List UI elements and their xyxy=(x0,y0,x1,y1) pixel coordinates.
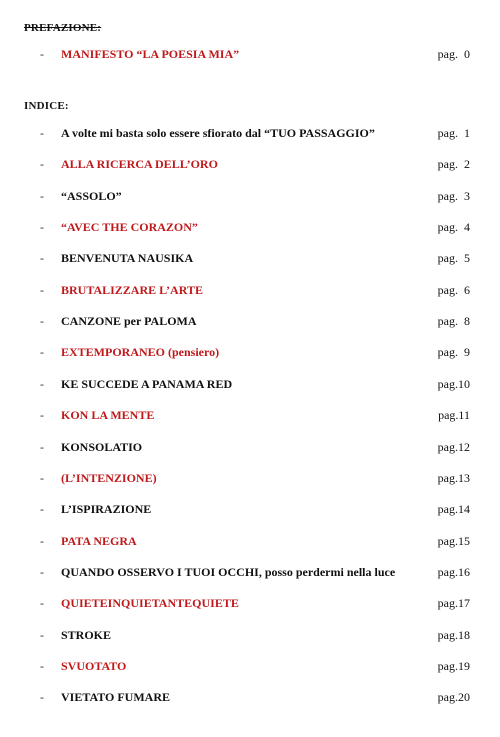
index-entry xyxy=(0,345,500,363)
entry-dash: - xyxy=(40,345,44,359)
entry-dash: - xyxy=(40,157,44,171)
entry-page: pag. 8 xyxy=(437,314,470,328)
entry-page: pag.17 xyxy=(437,596,470,610)
entry-dash: - xyxy=(40,690,44,704)
entry-page: pag. 0 xyxy=(437,47,470,61)
entry-title: “ASSOLO” xyxy=(61,189,122,203)
entry-title: STROKE xyxy=(61,628,112,642)
entry-dash: - xyxy=(40,534,44,548)
entry-dash: - xyxy=(40,220,44,234)
entry-dash: - xyxy=(40,502,44,516)
entry-page: pag. 4 xyxy=(437,220,470,234)
entry-page: pag. 5 xyxy=(437,251,470,265)
entry-page: pag. 9 xyxy=(437,345,470,359)
entry-page: pag.15 xyxy=(437,534,470,548)
entry-dash: - xyxy=(40,408,44,422)
entry-page: pag.11 xyxy=(438,408,470,422)
entry-title: VIETATO FUMARE xyxy=(61,690,171,704)
entry-title: BENVENUTA NAUSIKA xyxy=(61,251,194,265)
index-entry xyxy=(0,314,500,332)
index-entry xyxy=(0,502,500,520)
index-entry xyxy=(0,189,500,207)
entry-page: pag.20 xyxy=(437,690,470,704)
entry-dash: - xyxy=(40,251,44,265)
entry-page: pag.19 xyxy=(437,659,470,673)
entry-dash: - xyxy=(40,659,44,673)
entry-title: CANZONE per PALOMA xyxy=(61,314,197,328)
index-entry xyxy=(0,596,500,614)
entry-title: MANIFESTO “LA POESIA MIA” xyxy=(61,47,240,61)
index-entry xyxy=(0,408,500,426)
entry-title: KE SUCCEDE A PANAMA RED xyxy=(61,377,233,391)
entry-title: (L’INTENZIONE) xyxy=(61,471,157,485)
entry-title: PATA NEGRA xyxy=(61,534,137,548)
entry-title: BRUTALIZZARE L’ARTE xyxy=(61,283,203,297)
entry-page: pag.13 xyxy=(437,471,470,485)
entry-title: KON LA MENTE xyxy=(61,408,155,422)
index-entry xyxy=(0,126,500,144)
index-entry xyxy=(0,659,500,677)
index-entry xyxy=(0,440,500,458)
index-entry xyxy=(0,283,500,301)
entry-page: pag. 1 xyxy=(437,126,470,140)
entry-dash: - xyxy=(40,440,44,454)
entry-dash: - xyxy=(40,47,44,61)
index-entry xyxy=(0,690,500,708)
index-entry xyxy=(0,157,500,175)
preface-heading: PREFAZIONE: xyxy=(24,22,102,34)
entry-title: QUIETEINQUIETANTEQUIETE xyxy=(61,596,239,610)
index-entry xyxy=(0,628,500,646)
entry-dash: - xyxy=(40,565,44,579)
entry-dash: - xyxy=(40,126,44,140)
entry-page: pag. 3 xyxy=(437,189,470,203)
entry-dash: - xyxy=(40,596,44,610)
entry-dash: - xyxy=(40,314,44,328)
index-heading: INDICE: xyxy=(24,100,69,112)
entry-title: EXTEMPORANEO (pensiero) xyxy=(61,345,220,359)
entry-dash: - xyxy=(40,628,44,642)
entry-title: “AVEC THE CORAZON” xyxy=(61,220,198,234)
entry-page: pag.12 xyxy=(437,440,470,454)
entry-page: pag. 6 xyxy=(437,283,470,297)
entry-page: pag.14 xyxy=(437,502,470,516)
entry-dash: - xyxy=(40,189,44,203)
entry-page: pag.18 xyxy=(437,628,470,642)
entry-dash: - xyxy=(40,471,44,485)
entry-title: A volte mi basta solo essere sfiorato dal “TUO PASSAGGIO” xyxy=(61,126,375,140)
index-entry xyxy=(0,251,500,269)
entry-title: L’ISPIRAZIONE xyxy=(61,502,152,516)
entry-title: QUANDO OSSERVO I TUOI OCCHI, posso perdermi nella luce xyxy=(61,565,396,579)
index-entry xyxy=(0,220,500,238)
entry-page: pag.10 xyxy=(437,377,470,391)
entry-dash: - xyxy=(40,377,44,391)
entry-title: ALLA RICERCA DELL’ORO xyxy=(61,157,218,171)
entry-title: SVUOTATO xyxy=(61,659,127,673)
entry-page: pag. 2 xyxy=(437,157,470,171)
entry-dash: - xyxy=(40,283,44,297)
index-entry xyxy=(0,377,500,395)
preface-entry xyxy=(0,47,500,65)
index-entry xyxy=(0,565,500,583)
index-entry xyxy=(0,471,500,489)
entry-page: pag.16 xyxy=(437,565,470,579)
entry-title: KONSOLATIO xyxy=(61,440,143,454)
index-entry xyxy=(0,534,500,552)
